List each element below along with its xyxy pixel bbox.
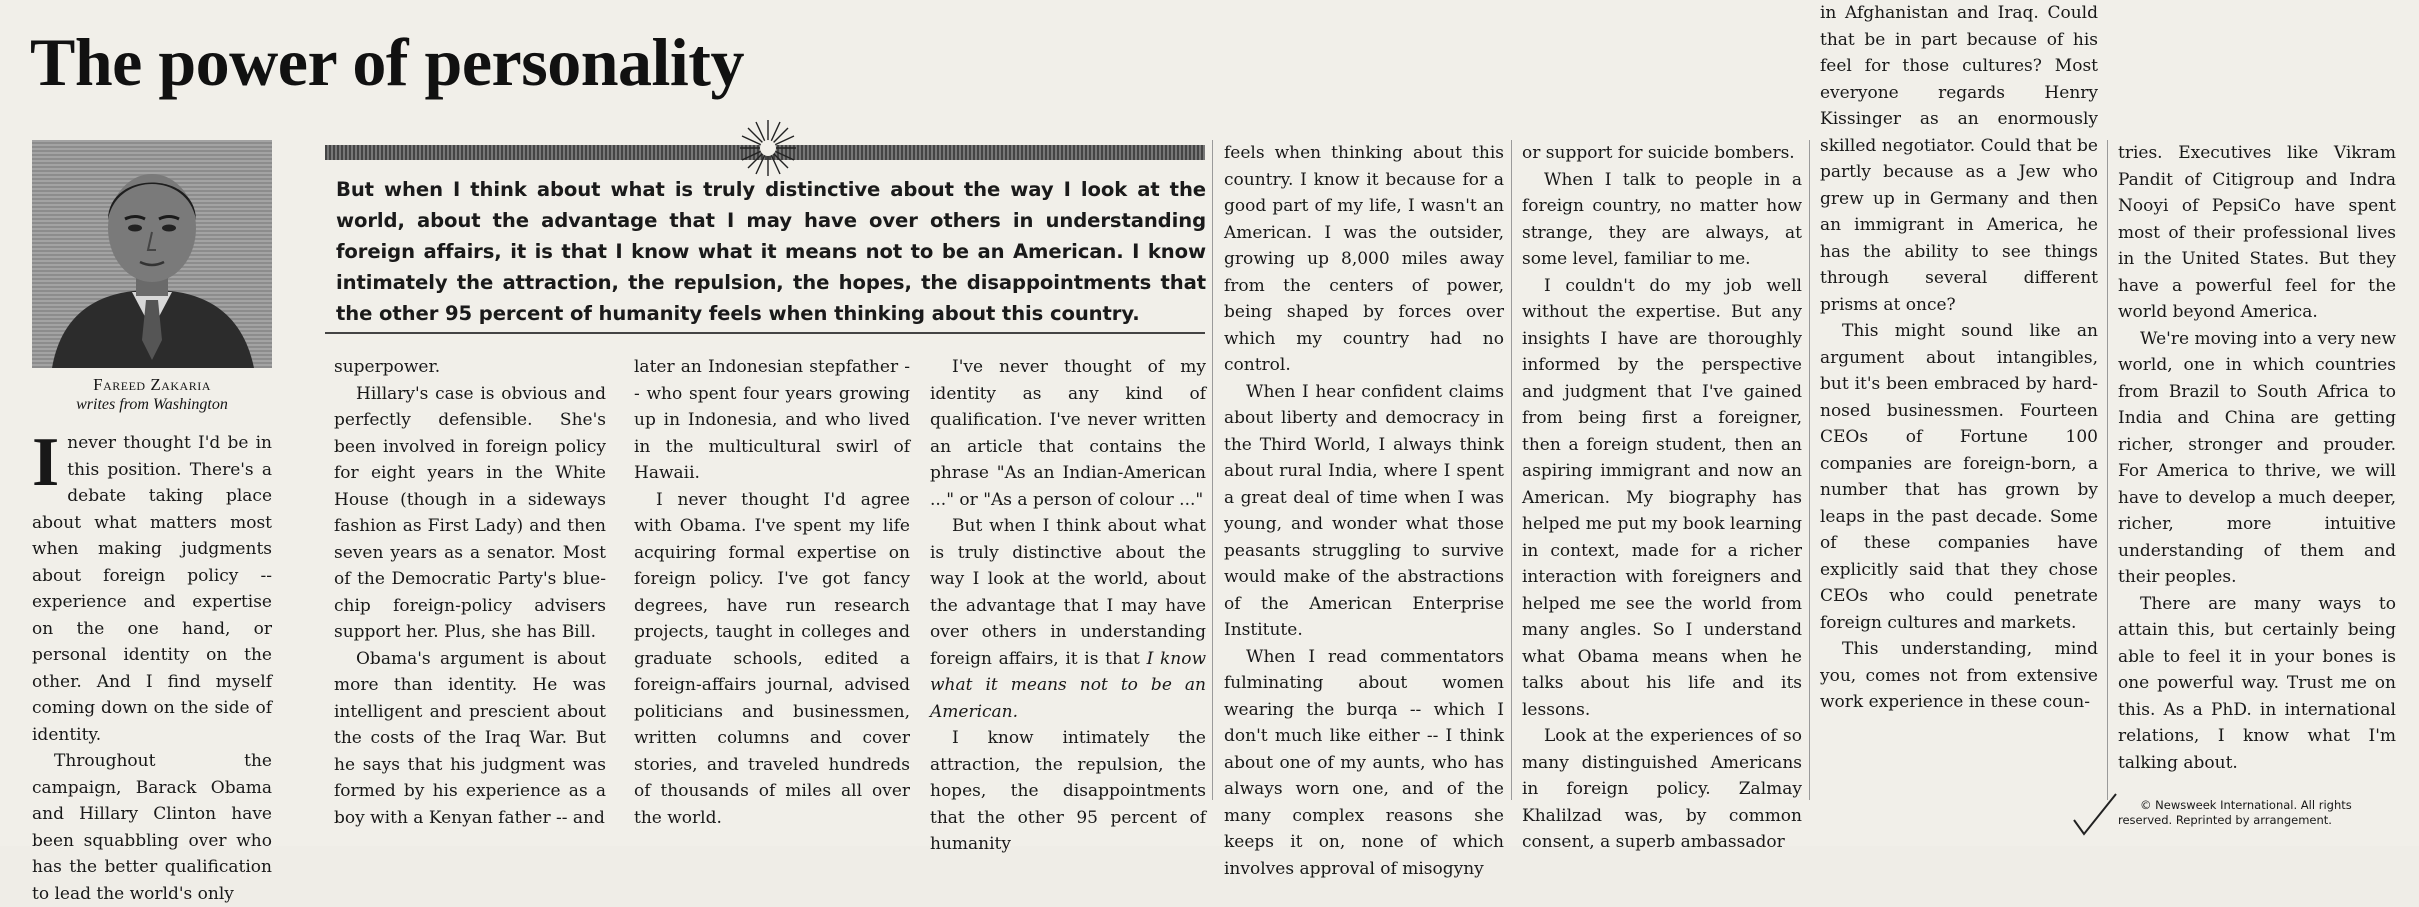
pen-checkmark-icon xyxy=(2070,790,2120,840)
paragraph: in Afghanistan and Iraq. Could that be in part because of his feel for those cultures? Most everyone regards Henry Kissinger as an enormously skilled negotiator. Could that be partly because as a Jew who grew up in Germany and then an immigrant in America, he has the ability to see things through several different prisms at once? xyxy=(1820,3,2098,315)
paragraph: superpower. xyxy=(334,357,441,377)
headline: The power of personality xyxy=(30,24,744,100)
paragraph: or support for suicide bombers. xyxy=(1522,143,1795,163)
paragraph: But when I think about what is truly distinctive about the way I look at the world, about the advantage that I may have over others in understanding foreign affairs, it is that I know what it means not to be an American. xyxy=(930,516,1207,722)
article-column-8 xyxy=(2118,140,2396,828)
byline-location: writes from Washington xyxy=(76,396,228,413)
emphasis: I know what it means not to be an American. xyxy=(930,648,1207,722)
paragraph: feels when thinking about this country. I know it because for a good part of my life, I wasn't an American. I was the outsider, growing up 8,000 miles away from the centers of power, being shaped by forces over which my country had no control. xyxy=(1224,143,1504,375)
article-column-2 xyxy=(334,354,606,831)
paragraph: When I hear confident claims about liberty and democracy in the Third World, I always think about rural India, where I spent a great deal of time when I was young, and wonder what those peasants struggling to survive would make of the abstractions of the American Enterprise Institute. xyxy=(1224,381,1504,640)
copyright-notice: © Newsweek International. All rights reserved. Reprinted by arrangement. xyxy=(2118,798,2352,827)
column-gutter xyxy=(1511,140,1512,800)
article-column-1 xyxy=(32,424,272,907)
author-box xyxy=(32,140,272,415)
byline-author-name: Fareed Zakaria xyxy=(93,375,211,394)
paragraph: I know intimately the attraction, the repulsion, the hopes, the disappointments that the other 95 percent of humanity xyxy=(930,728,1206,854)
column-gutter xyxy=(2107,140,2108,800)
article-column-3 xyxy=(634,354,910,831)
article-column-4 xyxy=(930,354,1206,858)
paragraph: When I read commentators fulminating about women wearing the burqa -- which I don't much like either -- I think about one of my aunts, who has always worn one, and of the many complex reasons she keeps it on, none of which involves approval of misogyny xyxy=(1224,646,1504,879)
paragraph: Obama's argument is about more than identity. He was intelligent and prescient about the costs of the Iraq War. But he says that his judgment was formed by his experience as a boy with a Kenyan father -- and xyxy=(334,648,606,828)
starburst-icon xyxy=(738,118,798,178)
paragraph: Look at the experiences of so many distinguished Americans in foreign policy. Zalmay Khalilzad was, by common consent, a superb ambassador xyxy=(1522,726,1802,852)
paragraph: This understanding, mind you, comes not from extensive work experience in these coun- xyxy=(1820,639,2098,712)
pull-quote: But when I think about what is truly distinctive about the way I look at the world, about the advantage that I may have over others in understanding foreign affairs, it is that I know what it means not to be an American. I know intimately the attraction, the repulsion, the hopes, the disappointments that the other 95 percent of humanity feels when thinking about this country. xyxy=(336,178,1206,325)
paragraph: I never thought I'd agree with Obama. I've spent my life acquiring formal expertise on foreign policy. I've got fancy degrees, have run research projects, taught in colleges and graduate schools, edited a foreign-affairs journal, advised politicians and businessmen, written columns and cover stories, and traveled hundreds of thousands of miles all over the world. xyxy=(634,489,910,828)
paragraph: Inever thought I'd be in this position. There's a debate taking place about what matters most when making judgments about foreign policy -- experience and expertise on the one hand, or personal identity on the other. And I find myself coming down on the side of identity. xyxy=(32,424,272,745)
paragraph: When I talk to people in a foreign country, no matter how strange, they are always, at some level, familiar to me. xyxy=(1522,169,1802,269)
paragraph: I couldn't do my job well without the expertise. But any insights I have are thoroughly informed by the perspective and judgment that I've gained from being first a foreigner, then a foreign student, then an aspiring immigrant and now an American. My biography has helped me put my book learning in context, made for a richer interaction with foreigners and helped me see the world from many angles. So I understand what Obama means when he talks about his life and its lessons. xyxy=(1522,275,1802,720)
column-gutter xyxy=(1212,140,1213,800)
paragraph: I've never thought of my identity as any kind of qualification. I've never written an article that contains the phrase "As an Indian-American ..." or "As a person of colour ..." xyxy=(930,357,1206,510)
article-column-5 xyxy=(1224,140,1504,882)
paragraph: Throughout the campaign, Barack Obama and Hillary Clinton have been squabbling over who has the better qualification to lead the world's only xyxy=(32,751,272,904)
paragraph: Hillary's case is obvious and perfectly defensible. She's been involved in foreign policy for eight years in the White House (though in a sideways fashion as First Lady) and then seven years as a senator. Most of the Democratic Party's blue-chip foreign-policy advisers support her. Plus, she has Bill. xyxy=(334,383,606,642)
paragraph: We're moving into a very new world, one in which countries from Brazil to South Africa to India and China are getting richer, stronger and prouder. For America to thrive, we will have to develop a much deeper, richer, more intuitive understanding of them and their peoples. xyxy=(2118,328,2396,587)
drop-cap: I xyxy=(32,424,60,501)
author-photo xyxy=(32,140,272,368)
paragraph: later an Indonesian stepfather - - who spent four years growing up in Indonesia, and who lived in the multicultural swirl of Hawaii. xyxy=(634,357,910,483)
article-column-6 xyxy=(1522,140,1802,856)
column-gutter xyxy=(1809,140,1810,800)
paragraph: There are many ways to attain this, but certainly being able to feel it in your bones is one powerful way. Trust me on this. As a PhD. in international relations, I know what I'm talking about. xyxy=(2118,593,2396,773)
pull-quote-rule xyxy=(325,332,1205,334)
paragraph: tries. Executives like Vikram Pandit of Citigroup and Indra Nooyi of PepsiCo have spent most of their professional lives in the United States. But they have a powerful feel for the world beyond America. xyxy=(2118,143,2396,322)
article-column-7 xyxy=(1820,0,2098,716)
paragraph: This might sound like an argument about intangibles, but it's been embraced by hard-nosed businessmen. Fourteen CEOs of Fortune 100 companies are foreign-born, a number that has grown by leaps in the past decade. Some of these companies have explicitly said that they chose CEOs who could penetrate foreign cultures and markets. xyxy=(1820,321,2098,633)
